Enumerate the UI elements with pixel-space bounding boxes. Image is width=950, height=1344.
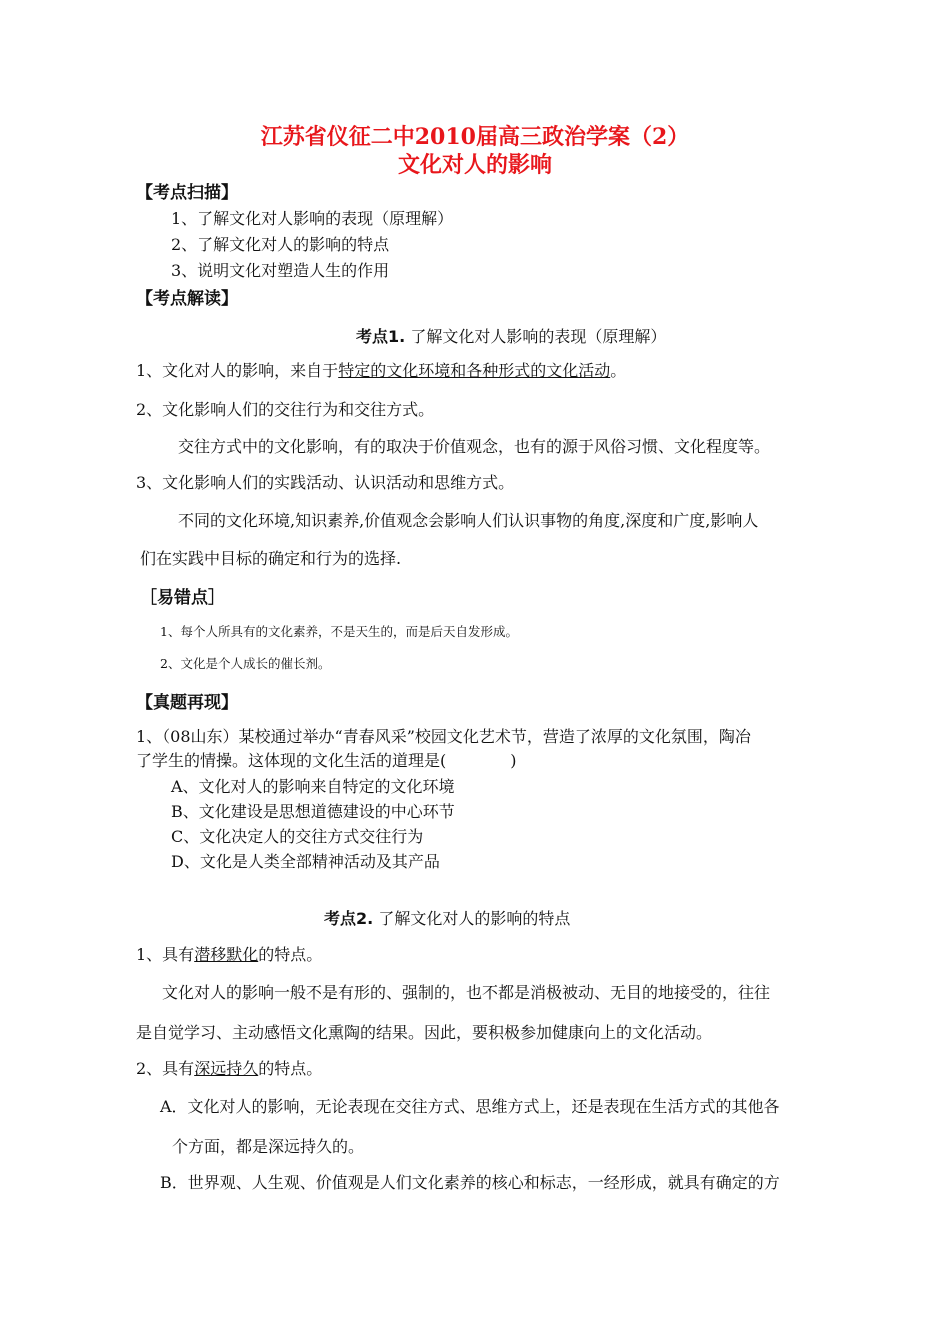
exam-question-line1: 1、（08山东）某校通过举办“青春风采”校园文化艺术节，营造了浓厚的文化氛围，陶冶 bbox=[136, 727, 751, 746]
mistake-item-1: 1、每个人所具有的文化素养，不是天生的，而是后天自发形成。 bbox=[160, 624, 518, 639]
page-title-line2: 文化对人的影响 bbox=[397, 152, 552, 178]
kp2-point-2-underlined: 深远持久 bbox=[194, 1059, 259, 1078]
kp1-heading bbox=[356, 324, 666, 347]
interpret-point-3-detail-line1: 不同的文化环境,知识素养,价值观念会影响人们认识事物的角度,深度和广度,影响人 bbox=[178, 511, 759, 530]
interpret-point-3: 3、文化影响人们的实践活动、认识活动和思维方式。 bbox=[136, 473, 515, 492]
kp2-label: 考点2. bbox=[324, 909, 374, 928]
kp2-point-1-detail-line2: 是自觉学习、主动感悟文化熏陶的结果。因此，要积极参加健康向上的文化活动。 bbox=[136, 1023, 713, 1042]
kp2-b-line1: B．世界观、人生观、价值观是人们文化素养的核心和标志，一经形成，就具有确定的方 bbox=[160, 1173, 780, 1192]
page-title-line1: 江苏省仪征二中2010届高三政治学案（2） bbox=[260, 124, 690, 150]
exam-option-c: C、文化决定人的交往方式交往行为 bbox=[171, 827, 424, 846]
mistake-item-2: 2、文化是个人成长的催长剂。 bbox=[160, 656, 331, 671]
kp2-point-2-prefix: 2、具有 bbox=[136, 1059, 195, 1078]
kp2-point-1-underlined: 潜移默化 bbox=[194, 945, 259, 964]
scan-item-2: 2、了解文化对人的影响的特点 bbox=[171, 235, 390, 254]
scan-heading: 【考点扫描】 bbox=[136, 183, 238, 203]
exam-option-d: D、文化是人类全部精神活动及其产品 bbox=[171, 852, 440, 871]
scan-item-3: 3、说明文化对塑造人生的作用 bbox=[171, 261, 390, 280]
exam-heading: 【真题再现】 bbox=[136, 693, 238, 713]
interpret-heading: 【考点解读】 bbox=[136, 289, 238, 309]
kp2-heading bbox=[324, 906, 570, 929]
kp2-point-1-prefix: 1、具有 bbox=[136, 945, 195, 964]
interpret-point-1-underlined: 特定的文化环境和各种形式的文化活动 bbox=[338, 361, 611, 380]
kp2-point-1-suffix: 的特点。 bbox=[258, 945, 323, 964]
mistakes-heading: ［易错点］ bbox=[140, 588, 225, 608]
scan-item-1: 1、了解文化对人影响的表现（原理解） bbox=[171, 209, 454, 228]
interpret-point-1-prefix: 1、文化对人的影响，来自于 bbox=[136, 361, 339, 380]
kp1-label: 考点1. bbox=[356, 327, 406, 346]
exam-option-a: A、文化对人的影响来自特定的文化环境 bbox=[171, 777, 455, 796]
kp2-point-2 bbox=[136, 1056, 322, 1079]
kp2-text: 了解文化对人的影响的特点 bbox=[378, 909, 571, 928]
kp2-point-1-detail-line1: 文化对人的影响一般不是有形的、强制的，也不都是消极被动、无目的地接受的，往往 bbox=[162, 983, 771, 1002]
kp2-point-1 bbox=[136, 942, 322, 965]
exam-option-b: B、文化建设是思想道德建设的中心环节 bbox=[171, 802, 455, 821]
kp2-a-line2: 个方面，都是深远持久的。 bbox=[172, 1137, 365, 1156]
interpret-point-2: 2、文化影响人们的交往行为和交往方式。 bbox=[136, 400, 435, 419]
interpret-point-1-suffix: 。 bbox=[610, 361, 627, 380]
interpret-point-3-detail-line2: 们在实践中目标的确定和行为的选择. bbox=[140, 549, 402, 568]
kp1-text: 了解文化对人影响的表现（原理解） bbox=[410, 327, 667, 346]
kp2-a-line1: A．文化对人的影响，无论表现在交往方式、思维方式上，还是表现在生活方式的其他各 bbox=[160, 1097, 780, 1116]
interpret-point-2-detail: 交往方式中的文化影响，有的取决于价值观念，也有的源于风俗习惯、文化程度等。 bbox=[178, 437, 771, 456]
interpret-point-1 bbox=[136, 358, 626, 381]
exam-question-line2: 了学生的情操。这体现的文化生活的道理是( ) bbox=[136, 751, 517, 770]
kp2-point-2-suffix: 的特点。 bbox=[258, 1059, 323, 1078]
